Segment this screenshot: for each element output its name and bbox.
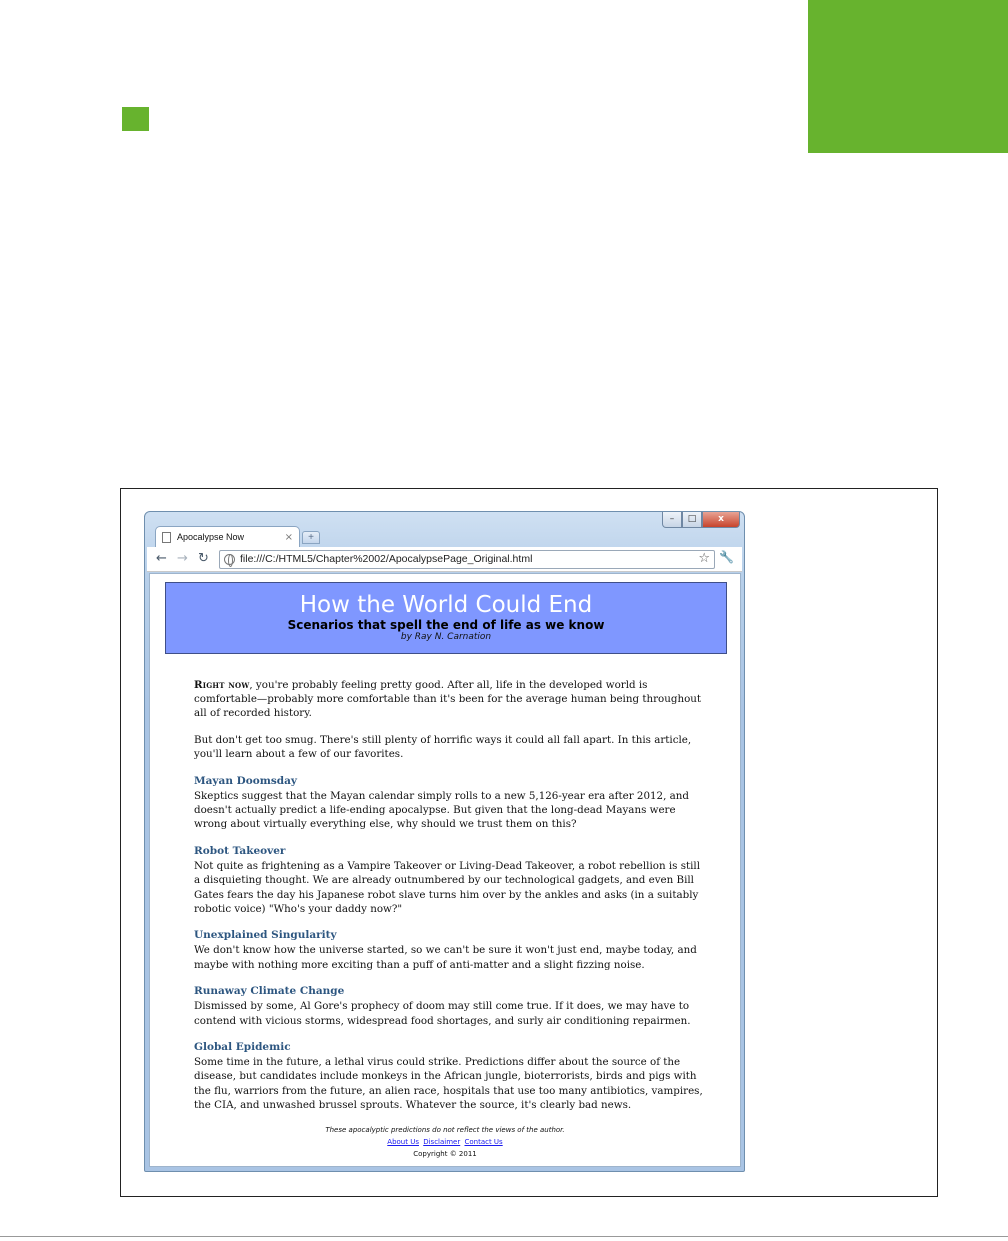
section-heading: Global Epidemic <box>194 1041 291 1054</box>
about-us-link[interactable]: About Us <box>387 1138 419 1146</box>
tab-apocalypse-now[interactable] <box>155 526 300 547</box>
tab-close-icon[interactable]: × <box>284 531 293 543</box>
page-subtitle: Scenarios that spell the end of life as we know <box>287 618 605 632</box>
contact-us-link[interactable]: Contact Us <box>464 1138 503 1146</box>
section-heading: Robot Takeover <box>194 845 286 858</box>
address-bar[interactable] <box>219 550 715 569</box>
browser-toolbar <box>147 547 742 572</box>
minimize-button[interactable]: – <box>662 512 682 528</box>
new-tab-button[interactable]: + <box>302 531 320 544</box>
wrench-icon[interactable]: 🔧 <box>719 550 734 564</box>
globe-icon <box>224 554 235 565</box>
section-body: Dismissed by some, Al Gore's prophecy of doom may still come true. If it does, we may have to contend with vicious storms, widespread food shortages, and surly air conditioning repairmen. <box>194 1000 691 1027</box>
page-header <box>165 582 727 654</box>
intro-paragraph-1 <box>194 678 704 721</box>
star-icon[interactable]: ☆ <box>698 551 710 566</box>
page-byline: by Ray N. Carnation <box>400 632 492 642</box>
footer-copyright: Copyright © 2011 <box>413 1150 477 1158</box>
maximize-button[interactable]: □ <box>682 512 702 528</box>
browser-window <box>144 511 745 1172</box>
tab-title: Apocalypse Now <box>177 532 245 542</box>
page-viewport <box>149 573 741 1167</box>
page-footer <box>150 1124 740 1160</box>
section-heading: Mayan Doomsday <box>194 775 298 788</box>
section-marker <box>122 107 149 131</box>
url-text: file:///C:/HTML5/Chapter%2002/ApocalypsePage_Original.html <box>240 553 533 565</box>
disclaimer-link[interactable]: Disclaimer <box>423 1138 461 1146</box>
intro-text: , you're probably feeling pretty good. After all, life in the developed world is comfortable—probably more comfortable than it's been for the average human being throughout all of recorded history. <box>194 679 702 720</box>
window-controls <box>662 512 740 529</box>
lead-caps: Right now <box>194 679 250 691</box>
document-icon <box>162 532 171 543</box>
page-bottom-rule <box>0 1236 1008 1237</box>
section-body: Some time in the future, a lethal virus could strike. Predictions differ about the source of the disease, but candidates include monkeys in the African jungle, bioterrorists, birds and pigs with the flu, warriors from the future, an alien race, hospitals that use too many antibiotics, vampires, the CIA, and unwashed brussel sprouts. Whatever the source, it's clearly bad news. <box>194 1056 703 1111</box>
section-body: We don't know how the universe started, so we can't be sure it won't just end, maybe today, and maybe with nothing more exciting than a puff of anti-matter and a slight fizzing noise. <box>194 944 697 971</box>
section-heading: Runaway Climate Change <box>194 985 345 998</box>
forward-icon[interactable]: → <box>177 551 188 566</box>
chapter-tab-decoration <box>808 0 1008 153</box>
close-button[interactable]: x <box>702 512 740 528</box>
footer-links <box>150 1136 740 1148</box>
article-body <box>194 678 704 1125</box>
section-body: Not quite as frightening as a Vampire Takeover or Living-Dead Takeover, a robot rebellion is still a disquieting thought. We are already outnumbered by our technological gadgets, and even Bill Gates fears the day his Japanese robot slave turns him over by the ankles and asks (in a suitably robotic voice) "Who's your daddy now?" <box>194 860 701 915</box>
intro-paragraph-2: But don't get too smug. There's still plenty of horrific ways it could all fall apart. In this article, you'll learn about a few of our favorites. <box>194 734 692 761</box>
section-heading: Unexplained Singularity <box>194 929 337 942</box>
page-title: How the World Could End <box>299 592 593 618</box>
reload-icon[interactable]: ↻ <box>198 551 209 566</box>
footer-note: These apocalyptic predictions do not reflect the views of the author. <box>325 1126 565 1134</box>
section-body: Skeptics suggest that the Mayan calendar simply rolls to a new 5,126-year era after 2012, and doesn't actually predict a life-ending apocalypse. But given that the long-dead Mayans were wrong about virtually everything else, why should we trust them on this? <box>194 790 690 831</box>
back-icon[interactable]: ← <box>156 551 167 566</box>
